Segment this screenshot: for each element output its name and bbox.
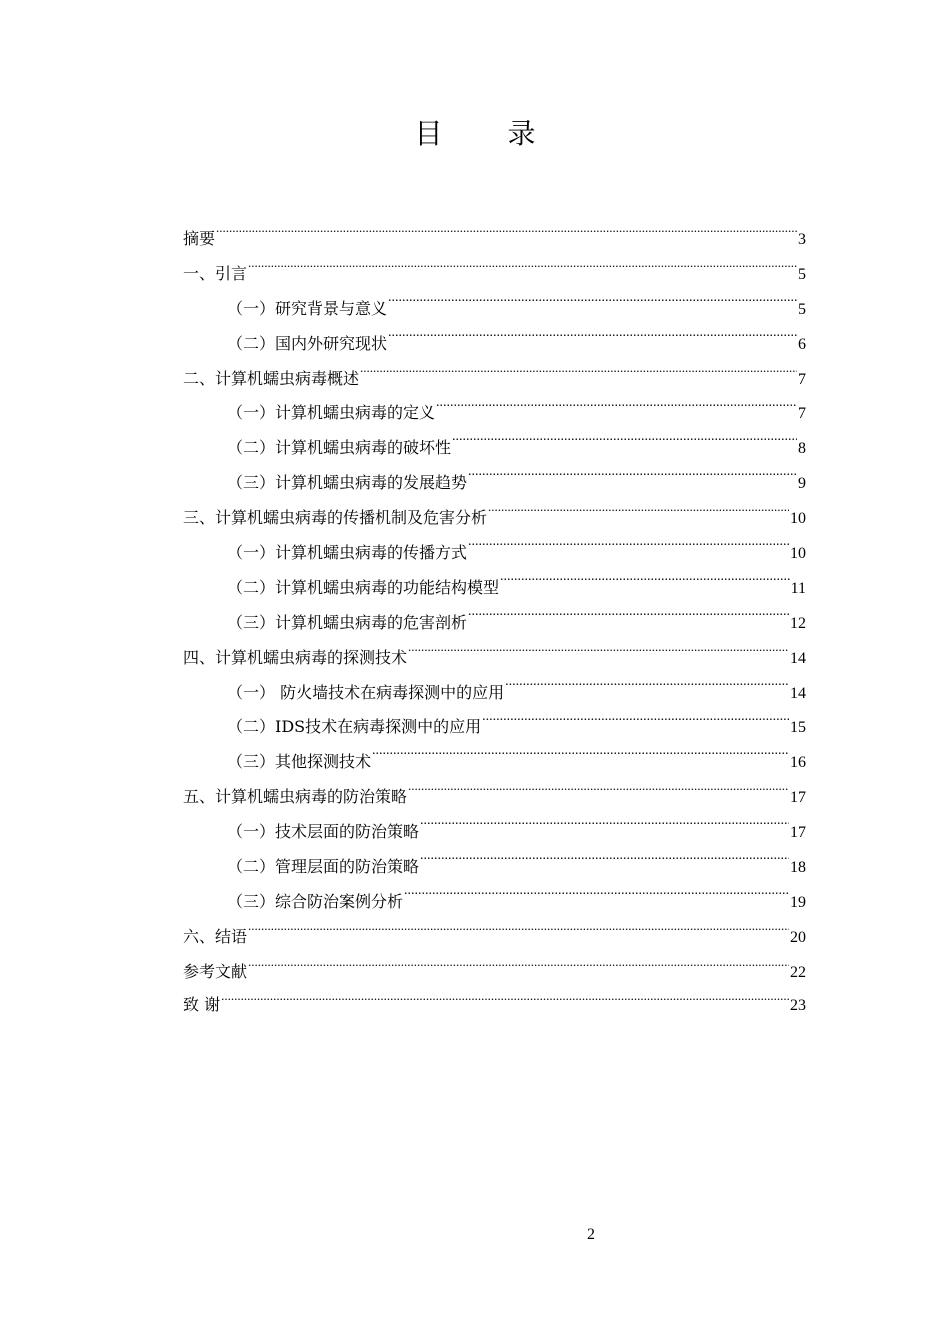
- toc-entry-label: 四、计算机蠕虫病毒的探测技术: [183, 647, 408, 667]
- page-number: [0, 1226, 788, 1244]
- toc-leader-dots: [248, 926, 789, 942]
- toc-entry[interactable]: [183, 257, 806, 292]
- toc-entry[interactable]: [183, 571, 806, 606]
- toc-entry-page: 7: [798, 405, 806, 423]
- toc-entry[interactable]: [183, 745, 806, 780]
- toc-entry-label: 摘要: [183, 229, 216, 248]
- table-of-contents: [183, 222, 806, 1022]
- toc-entry-page: 16: [790, 754, 806, 772]
- toc-entry-page: 17: [790, 789, 806, 807]
- toc-entry-page: 20: [790, 928, 806, 946]
- toc-entry[interactable]: [183, 885, 806, 920]
- toc-leader-dots: [404, 891, 789, 907]
- toc-leader-dots: [388, 298, 797, 314]
- toc-entry[interactable]: [183, 676, 806, 711]
- toc-entry-page: 12: [790, 614, 806, 632]
- toc-entry-label: 致 谢: [183, 995, 221, 1015]
- toc-entry-label: 一、引言: [183, 263, 248, 283]
- toc-entry-page: 14: [790, 684, 806, 702]
- toc-entry-page: 23: [790, 997, 806, 1015]
- toc-leader-dots: [452, 437, 797, 453]
- toc-leader-dots: [468, 542, 789, 558]
- toc-leader-dots: [482, 716, 789, 732]
- toc-entry[interactable]: [183, 850, 806, 885]
- toc-entry-page: 9: [798, 475, 806, 493]
- toc-entry[interactable]: [183, 920, 806, 955]
- toc-entry-page: 11: [790, 579, 806, 597]
- toc-entry-page: 6: [798, 335, 806, 353]
- toc-entry[interactable]: [183, 292, 806, 327]
- toc-entry-page: 15: [790, 719, 806, 737]
- toc-entry[interactable]: [183, 501, 806, 536]
- toc-entry-label: （一）技术层面的防治策略: [227, 822, 420, 842]
- toc-entry-page: 14: [790, 649, 806, 667]
- toc-entry-page: 22: [790, 963, 806, 981]
- toc-leader-dots: [420, 856, 789, 872]
- toc-entry-label: （二）国内外研究现状: [227, 333, 388, 353]
- toc-entry-label: 五、计算机蠕虫病毒的防治策略: [183, 787, 408, 807]
- toc-leader-dots: [408, 786, 789, 802]
- toc-leader-dots: [420, 821, 789, 837]
- toc-leader-dots: [468, 612, 789, 628]
- toc-entry[interactable]: [183, 536, 806, 571]
- toc-leader-dots: [216, 228, 797, 244]
- toc-leader-dots: [468, 472, 797, 488]
- toc-entry-label: （二）IDS技术在病毒探测中的应用: [227, 717, 482, 737]
- page-number-text: 2: [587, 1226, 595, 1243]
- toc-entry-page: 8: [798, 440, 806, 458]
- toc-entry[interactable]: [183, 710, 806, 745]
- page-title: 目 录: [414, 117, 564, 150]
- toc-entry[interactable]: [183, 466, 806, 501]
- toc-entry-page: 7: [798, 370, 806, 388]
- toc-entry-label: （三）计算机蠕虫病毒的危害剖析: [227, 612, 468, 632]
- toc-leader-dots: [248, 263, 797, 279]
- toc-entry-label: 参考文献: [183, 961, 248, 981]
- toc-entry[interactable]: [183, 955, 806, 989]
- toc-entry[interactable]: [183, 362, 806, 397]
- toc-entry-page: 3: [798, 231, 806, 248]
- toc-entry-label: （一）计算机蠕虫病毒的定义: [227, 403, 436, 423]
- toc-entry[interactable]: [183, 988, 806, 1022]
- toc-entry-page: 18: [790, 859, 806, 877]
- toc-entry[interactable]: [183, 815, 806, 850]
- toc-leader-dots: [372, 751, 789, 767]
- toc-leader-dots: [408, 647, 789, 663]
- toc-entry[interactable]: [183, 431, 806, 466]
- toc-entry-label: （一）研究背景与意义: [227, 298, 388, 318]
- toc-entry[interactable]: [183, 606, 806, 641]
- toc-entry[interactable]: [183, 780, 806, 815]
- toc-entry[interactable]: [183, 222, 806, 257]
- toc-entry-label: （三）计算机蠕虫病毒的发展趋势: [227, 473, 468, 493]
- toc-leader-dots: [360, 368, 797, 384]
- toc-leader-dots: [488, 507, 789, 523]
- toc-entry-label: （三）综合防治案例分析: [227, 891, 404, 911]
- toc-leader-dots: [388, 333, 797, 349]
- toc-entry-label: （二）计算机蠕虫病毒的破坏性: [227, 438, 452, 458]
- toc-entry-label: （二）计算机蠕虫病毒的功能结构模型: [227, 577, 500, 597]
- toc-entry-label: （二）管理层面的防治策略: [227, 857, 420, 877]
- toc-entry-page: 10: [790, 545, 806, 563]
- toc-entry[interactable]: [183, 641, 806, 676]
- toc-entry-page: 5: [798, 300, 806, 318]
- toc-entry-label: （三）其他探测技术: [227, 752, 372, 772]
- toc-entry-page: 10: [790, 510, 806, 528]
- toc-entry-label: 六、结语: [183, 926, 248, 946]
- toc-entry-label: 二、计算机蠕虫病毒概述: [183, 368, 360, 388]
- toc-leader-dots: [500, 577, 790, 593]
- toc-leader-dots: [221, 994, 789, 1010]
- toc-entry-page: 5: [798, 265, 806, 283]
- toc-entry[interactable]: [183, 396, 806, 431]
- toc-entry-page: 19: [790, 893, 806, 911]
- toc-leader-dots: [248, 961, 789, 977]
- toc-leader-dots: [505, 682, 789, 698]
- toc-entry-label: （一）计算机蠕虫病毒的传播方式: [227, 543, 468, 563]
- toc-entry[interactable]: [183, 327, 806, 362]
- toc-entry-label: 三、计算机蠕虫病毒的传播机制及危害分析: [183, 508, 488, 528]
- toc-entry-page: 17: [790, 824, 806, 842]
- toc-leader-dots: [436, 402, 797, 418]
- toc-entry-label: （一） 防火墙技术在病毒探测中的应用: [227, 682, 505, 702]
